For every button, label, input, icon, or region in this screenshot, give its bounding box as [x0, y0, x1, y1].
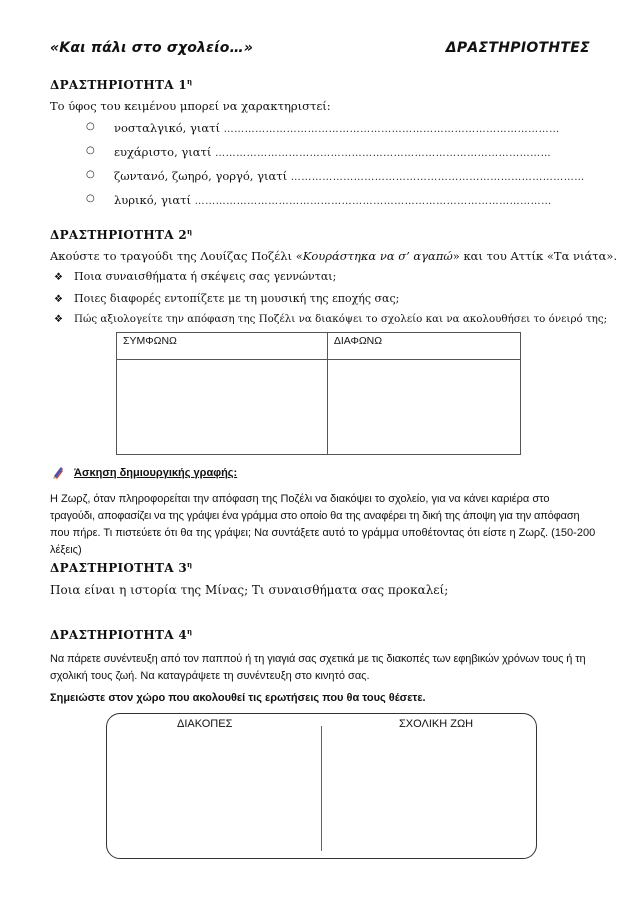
activity-4-text: Να πάρετε συνέντευξη από τον παππού ή τη γιαγιά σας σχετικά με τις διακοπές των εφηβικών χρόνων τους ή τη σχολική τους ζωή. Να καταγράψετε τη συνέντευξη στο κινητό σας.: [50, 653, 586, 682]
style-option-pleasant: ○ ευχάριστο, γιατί ……………………………………………………………………………………: [86, 145, 552, 159]
writing-task-text: Η Ζωρζ, όταν πληροφορείται την απόφαση της Ποζέλι να διακόψει το σχολείο, για να κάνει καριέρα στο τραγούδι, αποφασίζει να της γράψει ένα γράμμα στο οποίο θα της αναφέρει τη δική της άποψη για την απόφαση που πήρε. Τι πιστεύετε ότι θα της γράψει; Να συντάξετε αυτό το γράμμα υποθέτοντας ότι είστε η Ζωρζ. (150-200 λέξεις): [50, 493, 596, 556]
disagree-header: ΔΙΑΦΩΝΩ: [327, 333, 520, 360]
question-feelings: ❖ Ποια συναισθήματα ή σκέψεις σας γεννώνται;: [54, 270, 337, 283]
style-option-nostalgic: ○ νοσταλγικό, γιατί ……………………………………………………………………………………: [86, 121, 560, 135]
column-divider: [321, 726, 322, 851]
holidays-column-label: ΔΙΑΚΟΠΕΣ: [177, 718, 233, 730]
activity-2-title: ΔΡΑΣΤΗΡΙΟΤΗΤΑ $2^\eta$: [50, 227, 193, 242]
question-evaluation: ❖ Πώς αξιολογείτε την απόφαση της Ποζέλι να διακόψει το σχολείο και να ακολουθήσει το όνειρό της;: [54, 313, 608, 325]
diamond-bullet-icon: ❖: [54, 272, 63, 283]
school-life-column-label: ΣΧΟΛΙΚΗ ΖΩΗ: [399, 718, 474, 730]
answer-dots: …………………………………………………………………………………………: [194, 196, 552, 207]
agree-header: ΣΥΜΦΩΝΩ: [117, 333, 328, 360]
pencil-icon: [51, 467, 67, 481]
circle-bullet-icon: ○: [86, 145, 95, 156]
activity-1-intro: Το ύφος του κειμένου μπορεί να χαρακτηριστεί:: [50, 99, 331, 113]
agree-disagree-table: [116, 332, 521, 455]
writing-task-title: Άσκηση δημιουργικής γραφής:: [74, 467, 238, 479]
circle-bullet-icon: ○: [86, 193, 95, 204]
answer-dots: ……………………………………………………………………………………: [223, 124, 560, 135]
style-option-lyrical: ○ λυρικό, γιατί …………………………………………………………………………………………: [86, 193, 552, 207]
activity-1-title: ΔΡΑΣΤΗΡΙΟΤΗΤΑ $1^\eta$: [50, 77, 193, 92]
activity-4-note: Σημειώστε στον χώρο που ακολουθεί τις ερωτήσεις που θα τους θέσετε.: [50, 692, 426, 704]
interview-notes-box[interactable]: [106, 713, 537, 859]
style-option-lively: ○ ζωντανό, ζωηρό, γοργό, γιατί …………………………………………………………………………: [86, 169, 585, 183]
agree-answer-cell[interactable]: [117, 360, 328, 455]
answer-dots: …………………………………………………………………………: [290, 172, 585, 183]
diamond-bullet-icon: ❖: [54, 314, 63, 325]
circle-bullet-icon: ○: [86, 121, 95, 132]
circle-bullet-icon: ○: [86, 169, 95, 180]
diamond-bullet-icon: ❖: [54, 294, 63, 305]
disagree-answer-cell[interactable]: [327, 360, 520, 455]
header-title: «Και πάλι στο σχολείο…»: [50, 40, 254, 56]
page-header: [50, 40, 590, 62]
activity-2-intro: Ακούστε το τραγούδι της Λουίζας Ποζέλι «Κουράστηκα να σ’ αγαπώ» και του Αττίκ «Τα νιάτα».: [50, 249, 618, 263]
activity-4-title: ΔΡΑΣΤΗΡΙΟΤΗΤΑ $4^\eta$: [50, 627, 193, 642]
activity-3-title: ΔΡΑΣΤΗΡΙΟΤΗΤΑ $3^\eta$: [50, 560, 193, 575]
answer-dots: ……………………………………………………………………………………: [215, 148, 552, 159]
question-differences: ❖ Ποιες διαφορές εντοπίζετε με τη μουσική της εποχής σας;: [54, 292, 400, 305]
header-section: ΔΡΑΣΤΗΡΙΟΤΗΤΕΣ: [445, 40, 590, 56]
activity-3-question: Ποια είναι η ιστορία της Μίνας; Τι συναισθήματα σας προκαλεί;: [50, 583, 449, 597]
